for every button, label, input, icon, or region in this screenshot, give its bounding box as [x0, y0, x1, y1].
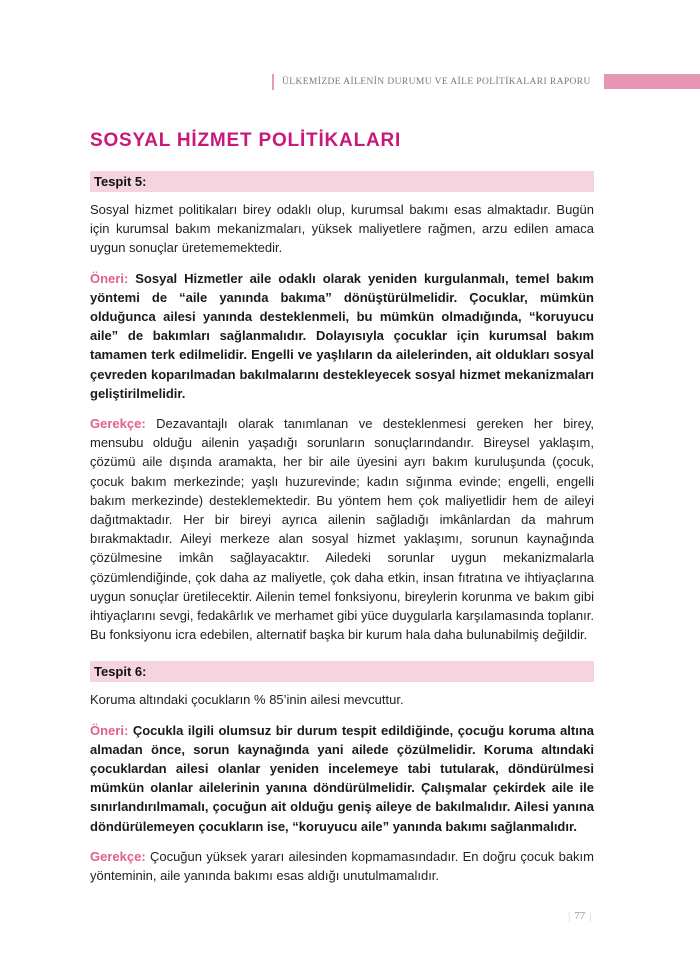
gerekce-text: Dezavantajlı olarak tanımlanan ve desteklenmesi gereken her birey, mensubu olduğu ailenin yaşadığı sorunların sonuçlarındandır. Bireysel yaklaşım, çözümü aile dışında aramakta, her bir aile üyesini ayrı bakım kuruluşunda (çocuk, çocuk bakım merkezinde; yaşlı huzurevinde; kadın sığınma evinde; engelli, engelli bakım merkezinde) desteklemektedir. Bu yöntem hem çok maliyetlidir hem de aileyi dağıtmaktadır. Her bir bireyi ayrıca ailenin sağladığı imkânlardan da mahrum bırakmaktadır. Aileyi merkeze alan sosyal hizmet yaklaşımı, sorunun kaynağında çözülmesine imkân sağlayacaktır. Ailedeki sorunlar uygun mekanizmalarla çözümlendiğinde, çok daha az maliyetle, çok daha etkin, insan fıtratına ve ihtiyaçlarına uygun sonuçlar üretilecektir. Ailenin temel fonksiyonu, bireylerin korunma ve bakım gibi ihtiyaçlarını sevgi, fedakârlık ve merhamet gibi yüce duygularla karşılamasında toplanır. Bu fonksiyonu icra edebilen, alternatif başka bir kurum hala daha bulunabilmiş değildir.: [90, 416, 594, 643]
tespit-5-gerekce: [90, 414, 594, 644]
running-header: [272, 74, 591, 90]
gerekce-text: Çocuğun yüksek yararı ailesinden kopmamasındadır. En doğru çocuk bakım yönteminin, aile yanında bakımı esas aldığı unutulmamalıdır.: [90, 848, 594, 884]
tespit-6-gerekce: [90, 847, 594, 885]
tespit-6-oneri: [90, 721, 594, 836]
section-title: SOSYAL HİZMET POLİTİKALARI: [90, 130, 402, 151]
oneri-text: Çocukla ilgili olumsuz bir durum tespit edildiğinde, çocuğu koruma altına almadan önce, sorun kaynağında yani ailede çözülmelidir. Koruma altındaki çocuklardan ailesi olanlar yeniden incelemeye tabi tutularak, döndürülmesi mümkün olanlar ailelerinin yanına döndürülmelidir. Çalışmalar çekirdek aile ile sınırlandırılmamalı, çocuğun ait olduğu geniş aileye de bakılmalıdır. Ailesi yanına döndürülemeyen çocukların ise, “koruyucu aile” yanında bakımı sağlanmalıdır.: [90, 722, 594, 834]
page-footer: | 77 |: [568, 910, 592, 922]
gerekce-label: Gerekçe:: [90, 848, 146, 864]
tespit-6-text: Koruma altındaki çocukların % 85’inin ailesi mevcuttur.: [90, 692, 404, 708]
header-divider: [272, 74, 274, 90]
page-content: [90, 130, 594, 896]
gerekce-label: Gerekçe:: [90, 416, 146, 432]
tespit-5-text: Sosyal hizmet politikaları birey odaklı olup, kurumsal bakımı esas almaktadır. Bugün için kurumsal bakım mekanizmaları, yüksek maliyetlere rağmen, arzu edilen amaca uygun sonuçlar üretememektedir.: [90, 202, 594, 256]
page-number: 77: [574, 910, 586, 922]
tespit-5-heading: Tespit 5:: [90, 171, 594, 192]
running-header-title: ÜLKEMİZDE AİLENİN DURUMU VE AİLE POLİTİKALARI RAPORU: [282, 77, 591, 87]
oneri-text: Sosyal Hizmetler aile odaklı olarak yeniden kurgulanmalı, temel bakım yöntemi de “aile yanında bakıma” dönüştürülmelidir. Çocuklar, mümkün olduğunca ailesi yanında desteklenmeli, bu mümkün olmadığında, “koruyucu aile” de bakımları sağlanmalıdır. Dolayısıyla çocuklar için kurumsal bakım tamamen terk edilmelidir. Engelli ve yaşlıların da ailelerinden, ait oldukları sosyal çevreden koparılmadan bakılmalarını destekleyecek sosyal hizmet mekanizmaları geliştirilmelidir.: [90, 270, 594, 401]
oneri-label: Öneri:: [90, 722, 129, 738]
oneri-label: Öneri:: [90, 270, 129, 286]
tespit-6-heading: Tespit 6:: [90, 661, 594, 682]
tespit-5-oneri: [90, 269, 594, 403]
header-accent-block: [604, 74, 700, 89]
